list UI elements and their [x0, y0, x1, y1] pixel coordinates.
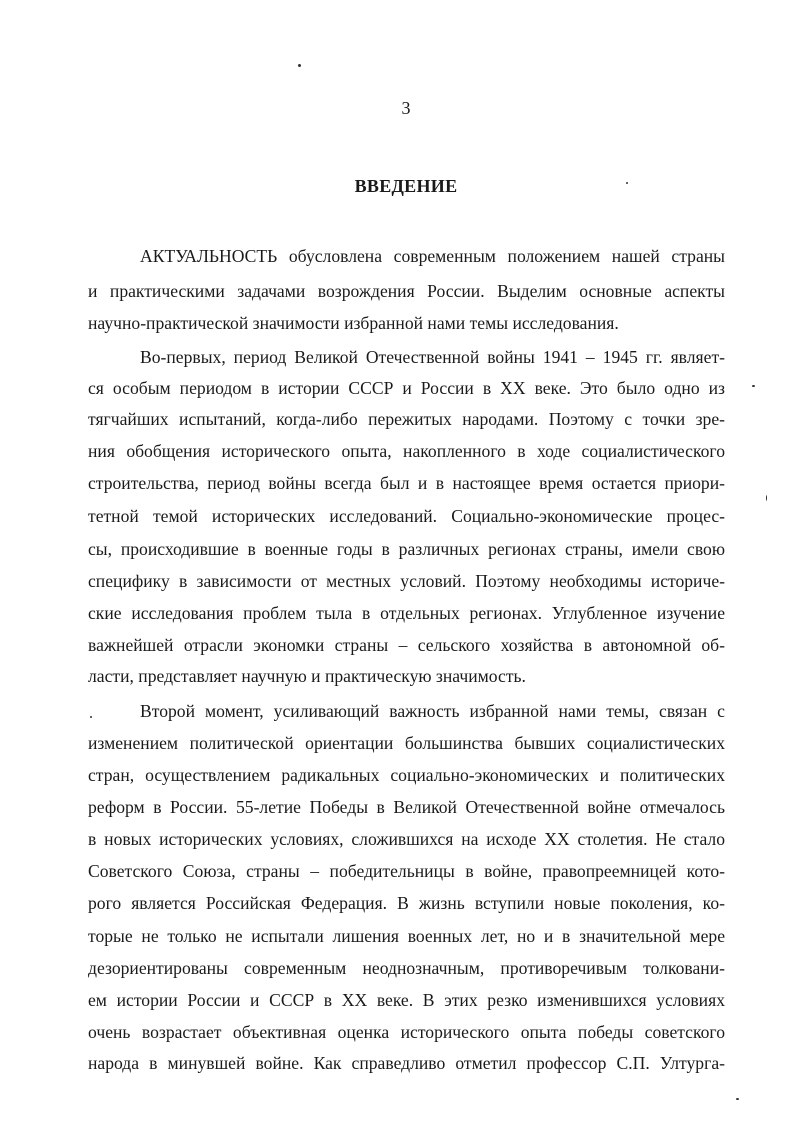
text-line: важнейшей отрасли экономки страны – сельского хозяйства в автономной об- — [88, 635, 725, 655]
text-line: реформ в России. 55-летие Победы в Великой Отечественной войне отмечалось — [88, 797, 725, 817]
text-line: научно-практической значимости избранной нами темы исследования. — [88, 313, 619, 333]
text-line: народа в минувшей войне. Как справедливо отметил профессор С.П. Ултурга- — [88, 1053, 725, 1073]
text-line: рого является Российская Федерация. В жизнь вступили новые поколения, ко- — [88, 893, 725, 913]
text-line: ские исследования проблем тыла в отдельных регионах. Углубленное изучение — [88, 603, 725, 623]
text-line: специфику в зависимости от местных условий. Поэтому необходимы историче- — [88, 571, 725, 591]
page-number: 3 — [401, 98, 411, 118]
text-line: дезориентированы современным неоднозначным, противоречивым толковани- — [88, 958, 725, 978]
scan-speck — [736, 1098, 739, 1100]
scan-speck — [90, 716, 92, 718]
section-title: ВВЕДЕНИЕ — [354, 176, 458, 196]
text-line: стран, осуществлением радикальных социально-экономических и политических — [88, 765, 725, 785]
text-line: ния обобщения исторического опыта, накопленного в ходе социалистического — [88, 441, 725, 461]
text-line: АКТУАЛЬНОСТЬ обусловлена современным положением нашей страны — [140, 246, 725, 266]
text-line: в новых исторических условиях, сложившихся на исходе XX столетия. Не стало — [88, 829, 725, 849]
text-line: Советского Союза, страны – победительницы в войне, правопреемницей кото- — [88, 861, 725, 881]
text-line: сы, происходившие в военные годы в различных регионах страны, имели свою — [88, 539, 725, 559]
text-line: ся особым периодом в истории СССР и России в XX веке. Это было одно из — [88, 378, 725, 398]
text-line: и практическими задачами возрождения России. Выделим основные аспекты — [88, 281, 725, 301]
scan-speck — [298, 64, 301, 67]
text-line: ласти, представляет научную и практическую значимость. — [88, 666, 526, 686]
text-line: очень возрастает объективная оценка исторического опыта победы советского — [88, 1022, 725, 1042]
scan-speck — [626, 182, 628, 184]
text-line: торые не только не испытали лишения военных лет, но и в значительной мере — [88, 926, 725, 946]
text-line: строительства, период войны всегда был и в настоящее время остается приори- — [88, 473, 725, 493]
text-line: изменением политической ориентации большинства бывших социалистических — [88, 733, 725, 753]
scan-speck — [766, 495, 767, 501]
scan-speck — [752, 385, 755, 387]
text-line: Второй момент, усиливающий важность избранной нами темы, связан с — [140, 701, 725, 721]
text-line: ем истории России и СССР в XX веке. В этих резко изменившихся условиях — [88, 990, 725, 1010]
text-line: тягчайших испытаний, когда-либо пережитых народами. Поэтому с точки зре- — [88, 409, 725, 429]
text-line: Во-первых, период Великой Отечественной войны 1941 – 1945 гг. являет- — [140, 347, 725, 367]
text-line: тетной темой исторических исследований. Социально-экономические процес- — [88, 506, 725, 526]
